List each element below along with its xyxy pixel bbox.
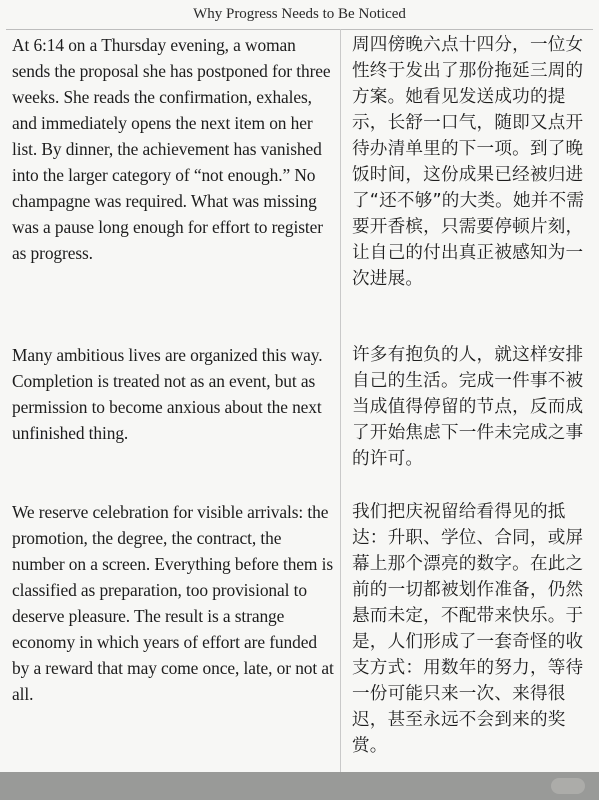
paragraph-text: 我们把庆祝留给看得见的抵达：升职、学位、合同，或屏幕上那个漂亮的数字。在此之前的一切都被划作准备，仍然悬而未定，不配带来快乐。于是，人们形成了一套奇怪的收支方式：用数年的努力，等待一份可能只来一次、来得很迟，甚至永远不会到来的奖赏。	[352, 502, 584, 756]
page-title: Why Progress Needs to Be Noticed	[193, 6, 406, 22]
column-divider	[340, 29, 341, 772]
paragraph-zh-1	[352, 32, 588, 292]
paragraph-text: Many ambitious lives are organized this way. Completion is treated not as an event, but as permission to become anxious about the next unfinished thing.	[12, 345, 323, 443]
header-rule	[6, 29, 593, 30]
paragraph-en-3	[12, 499, 337, 707]
bottom-bar	[0, 772, 599, 800]
paragraph-text: At 6:14 on a Thursday evening, a woman sends the proposal she has postponed for three weeks. She reads the confirmation, exhales, and immediately opens the next item on her list. By dinner, the achievement has vanished into the larger category of “not enough.” No champagne was required. What was missing was a pause long enough for effort to register as progress.	[12, 35, 331, 263]
paragraph-zh-2	[352, 342, 588, 472]
paragraph-text: 周四傍晚六点十四分，一位女性终于发出了那份拖延三周的方案。她看见发送成功的提示，长舒一口气，随即又点开待办清单里的下一项。到了晚饭时间，这份成果已经被归进了“还不够”的大类。她并不需要开香槟，只需要停顿片刻，让自己的付出真正被感知为一次进展。	[352, 35, 585, 289]
paragraph-zh-3	[352, 499, 588, 759]
paragraph-en-1	[12, 32, 337, 266]
paragraph-text: 许多有抱负的人，就这样安排自己的生活。完成一件事不被当成值得停留的节点，反而成了开始焦虑下一件未完成之事的许可。	[352, 345, 584, 469]
watermark-badge	[551, 778, 585, 794]
paragraph-en-2	[12, 342, 337, 446]
paragraph-text: We reserve celebration for visible arrivals: the promotion, the degree, the contract, the number on a screen. Everything before them is classified as preparation, too provisional to deserve pleasure. The result is a strange economy in which years of effort are funded by a reward that may come once, late, or not at all.	[12, 502, 334, 704]
